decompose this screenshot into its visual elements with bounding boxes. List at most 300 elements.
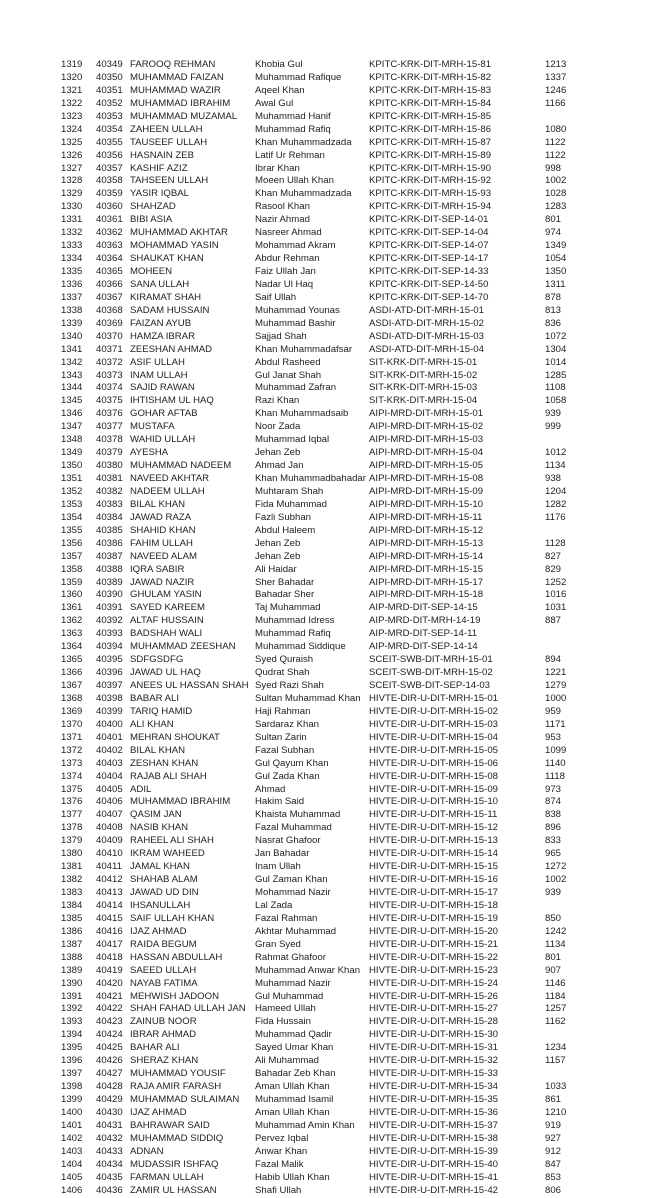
table-row (0, 1068, 668, 1081)
roll-number-cell: 40431 (96, 1119, 123, 1131)
marks-cell: 1221 (545, 667, 567, 679)
roll-number-cell: 40417 (96, 938, 123, 950)
table-row (0, 382, 668, 395)
registration-code-cell: SIT-KRK-DIT-MRH-15-04 (369, 395, 478, 407)
table-row (0, 1055, 668, 1068)
student-name-cell: SHAH FAHAD ULLAH JAN (130, 1003, 246, 1015)
roll-number-cell: 40382 (96, 485, 123, 497)
roll-number-cell: 40373 (96, 369, 123, 381)
student-name-cell: JAMAL KHAN (130, 861, 190, 873)
father-name-cell: Muhammad Rafiq (255, 628, 331, 640)
student-name-cell: MUHAMMAD ZEESHAN (130, 641, 236, 653)
student-name-cell: YASIR IQBAL (130, 188, 190, 200)
serial-number-cell: 1395 (61, 1042, 83, 1054)
student-name-cell: MEHRAN SHOUKAT (130, 731, 220, 743)
registration-code-cell: AIPI-MRD-DIT-MRH-15-12 (369, 524, 484, 536)
serial-number-cell: 1398 (61, 1081, 83, 1093)
marks-cell: 1031 (545, 602, 567, 614)
marks-cell: 850 (545, 912, 562, 924)
father-name-cell: Jehan Zeb (255, 447, 301, 459)
father-name-cell: Khobia Gul (255, 59, 303, 70)
father-name-cell: Jehan Zeb (255, 537, 301, 549)
table-row (0, 965, 668, 978)
registration-code-cell: AIPI-MRD-DIT-MRH-15-03 (369, 434, 484, 446)
student-name-cell: SHAUKAT KHAN (130, 253, 204, 265)
serial-number-cell: 1346 (61, 408, 83, 420)
father-name-cell: Sajjad Shah (255, 330, 307, 342)
roll-number-cell: 40411 (96, 861, 122, 873)
serial-number-cell: 1325 (61, 136, 83, 148)
roll-number-cell: 40352 (96, 97, 123, 109)
roll-number-cell: 40402 (96, 744, 123, 756)
roll-number-cell: 40379 (96, 447, 123, 459)
roll-number-cell: 40356 (96, 149, 123, 161)
marks-cell: 833 (545, 835, 562, 847)
student-name-cell: RAIDA BEGUM (130, 938, 197, 950)
student-name-cell: ZESHAN KHAN (130, 757, 199, 769)
table-row (0, 861, 668, 874)
serial-number-cell: 1376 (61, 796, 83, 808)
student-name-cell: MOHEEN (130, 266, 173, 277)
marks-cell: 1134 (545, 460, 566, 472)
marks-cell: 1285 (545, 369, 567, 381)
father-name-cell: Nadar Ul Haq (255, 278, 314, 290)
student-name-cell: MEHWISH JADOON (130, 990, 220, 1002)
registration-code-cell: HIVTE-DIR-U-DIT-MRH-15-24 (369, 977, 498, 989)
serial-number-cell: 1347 (61, 421, 83, 433)
student-name-cell: MUHAMMAD MUZAMAL (130, 110, 238, 122)
father-name-cell: Muhammad Anwar Khan (255, 964, 361, 976)
registration-code-cell: HIVTE-DIR-U-DIT-MRH-15-37 (369, 1119, 498, 1131)
registration-code-cell: HIVTE-DIR-U-DIT-MRH-15-03 (369, 718, 498, 730)
marks-cell: 1000 (545, 692, 567, 704)
student-name-cell: MUHAMMAD SIDDIQ (130, 1132, 224, 1144)
marks-cell: 919 (545, 1119, 562, 1131)
student-name-cell: HASNAIN ZEB (130, 149, 194, 161)
student-name-cell: IBRAR AHMAD (130, 1029, 197, 1041)
serial-number-cell: 1354 (61, 511, 83, 523)
marks-cell: 1016 (545, 589, 567, 601)
roll-number-cell: 40360 (96, 201, 123, 213)
marks-cell: 1012 (545, 447, 567, 459)
father-name-cell: Muhammad Hanif (255, 110, 331, 122)
marks-cell: 861 (545, 1094, 562, 1105)
marks-cell: 1108 (545, 382, 566, 394)
serial-number-cell: 1362 (61, 615, 83, 627)
registration-code-cell: HIVTE-DIR-U-DIT-MRH-15-38 (369, 1132, 498, 1144)
father-name-cell: Nasrat Ghafoor (255, 835, 321, 847)
registration-code-cell: HIVTE-DIR-U-DIT-MRH-15-05 (369, 744, 498, 756)
registration-code-cell: KPITC-KRK-DIT-MRH-15-86 (369, 123, 492, 135)
table-row (0, 1081, 668, 1094)
serial-number-cell: 1379 (61, 835, 83, 847)
father-name-cell: Awal Gul (255, 97, 294, 109)
father-name-cell: Aqeel Khan (255, 84, 305, 96)
student-name-cell: ZEESHAN AHMAD (130, 343, 213, 355)
student-name-cell: HAMZA IBRAR (130, 330, 196, 342)
registration-code-cell: HIVTE-DIR-U-DIT-MRH-15-21 (369, 938, 498, 950)
table-row (0, 732, 668, 745)
serial-number-cell: 1344 (61, 382, 83, 394)
serial-number-cell: 1374 (61, 770, 83, 782)
marks-cell: 1283 (545, 201, 567, 213)
father-name-cell: Khan Muhammadzada (255, 136, 352, 148)
student-name-cell: INAM ULLAH (130, 369, 188, 381)
roll-number-cell: 40351 (96, 84, 123, 96)
registration-code-cell: HIVTE-DIR-U-DIT-MRH-15-41 (369, 1171, 498, 1183)
roll-number-cell: 40399 (96, 705, 123, 717)
student-name-cell: NAYAB FATIMA (130, 977, 198, 989)
father-name-cell: Gul Zada Khan (255, 770, 320, 782)
marks-cell: 1252 (545, 576, 567, 588)
father-name-cell: Abdur Rehman (255, 253, 320, 265)
roll-number-cell: 40427 (96, 1068, 123, 1080)
marks-cell: 1171 (545, 718, 566, 730)
table-row (0, 98, 668, 111)
registration-code-cell: SCEIT-SWB-DIT-SEP-14-03 (369, 680, 491, 691)
serial-number-cell: 1358 (61, 563, 83, 575)
serial-number-cell: 1392 (61, 1003, 83, 1015)
table-row (0, 978, 668, 991)
roll-number-cell: 40429 (96, 1094, 123, 1105)
father-name-cell: Gul Muhammad (255, 990, 324, 1002)
father-name-cell: Anwar Khan (255, 1145, 308, 1157)
registration-code-cell: HIVTE-DIR-U-DIT-MRH-15-12 (369, 822, 498, 834)
registration-code-cell: HIVTE-DIR-U-DIT-MRH-15-36 (369, 1106, 498, 1118)
student-name-cell: KIRAMAT SHAH (130, 291, 202, 303)
table-row (0, 784, 668, 797)
father-name-cell: Khan Muhammadafsar (255, 343, 353, 355)
marks-cell: 938 (545, 473, 562, 484)
father-name-cell: Muhammad Younas (255, 304, 340, 316)
roll-number-cell: 40381 (96, 473, 123, 484)
student-name-cell: SHAHZAD (130, 201, 176, 213)
serial-number-cell: 1328 (61, 175, 83, 187)
table-row (0, 305, 668, 318)
registration-code-cell: HIVTE-DIR-U-DIT-MRH-15-26 (369, 990, 498, 1002)
serial-number-cell: 1372 (61, 744, 83, 756)
marks-cell: 999 (545, 421, 562, 433)
table-row (0, 318, 668, 331)
roll-number-cell: 40368 (96, 304, 123, 316)
student-name-cell: RAHEEL ALI SHAH (130, 835, 214, 847)
serial-number-cell: 1384 (61, 899, 83, 911)
student-name-cell: ADNAN (130, 1145, 164, 1157)
table-row (0, 719, 668, 732)
father-name-cell: Syed Quraish (255, 654, 314, 666)
father-name-cell: Lal Zada (255, 899, 293, 911)
student-name-cell: MUHAMMAD IBRAHIM (130, 97, 231, 109)
student-name-cell: SAEED ULLAH (130, 964, 197, 976)
table-row (0, 1029, 668, 1042)
student-name-cell: BILAL KHAN (130, 744, 186, 756)
table-row (0, 900, 668, 913)
registration-code-cell: AIP-MRD-DIT-SEP-14-14 (369, 641, 478, 653)
registration-code-cell: KPITC-KRK-DIT-SEP-14-70 (369, 291, 489, 303)
serial-number-cell: 1364 (61, 641, 83, 653)
registration-code-cell: KPITC-KRK-DIT-SEP-14-07 (369, 240, 489, 252)
roll-number-cell: 40380 (96, 460, 123, 472)
serial-number-cell: 1389 (61, 964, 83, 976)
roll-number-cell: 40392 (96, 615, 123, 627)
registration-code-cell: AIPI-MRD-DIT-MRH-15-04 (369, 447, 484, 459)
serial-number-cell: 1390 (61, 977, 83, 989)
roll-number-cell: 40396 (96, 667, 123, 679)
registration-code-cell: AIP-MRD-DIT-MRH-14-19 (369, 615, 481, 627)
roll-number-cell: 40363 (96, 240, 123, 252)
registration-code-cell: KPITC-KRK-DIT-MRH-15-92 (369, 175, 492, 187)
father-name-cell: Gul Janat Shah (255, 369, 322, 381)
marks-cell: 1122 (545, 149, 566, 161)
father-name-cell: Akhtar Muhammad (255, 925, 337, 937)
student-name-cell: JAWAD UD DIN (130, 887, 199, 898)
marks-cell: 1072 (545, 330, 567, 342)
roll-number-cell: 40377 (96, 421, 123, 433)
student-name-cell: MUHAMMAD AKHTAR (130, 227, 228, 239)
father-name-cell: Khan Muhammadzada (255, 188, 352, 200)
roll-number-cell: 40422 (96, 1003, 123, 1015)
roll-number-cell: 40391 (96, 602, 123, 614)
table-row (0, 758, 668, 771)
father-name-cell: Haji Rahman (255, 705, 311, 717)
table-row (0, 499, 668, 512)
serial-number-cell: 1329 (61, 188, 83, 200)
marks-cell: 965 (545, 848, 562, 860)
registration-code-cell: KPITC-KRK-DIT-MRH-15-90 (369, 162, 492, 174)
serial-number-cell: 1402 (61, 1132, 83, 1144)
table-row (0, 654, 668, 667)
table-row (0, 124, 668, 137)
roll-number-cell: 40357 (96, 162, 123, 174)
table-row (0, 874, 668, 887)
roll-number-cell: 40418 (96, 951, 123, 963)
marks-cell: 853 (545, 1171, 562, 1183)
roll-number-cell: 40425 (96, 1042, 123, 1054)
serial-number-cell: 1334 (61, 253, 83, 265)
marks-cell: 1246 (545, 84, 567, 96)
student-name-cell: GHULAM YASIN (130, 589, 202, 601)
table-row (0, 163, 668, 176)
student-name-cell: AYESHA (130, 447, 169, 459)
roll-number-cell: 40413 (96, 887, 123, 898)
marks-cell: 1014 (545, 356, 567, 368)
marks-cell: 973 (545, 783, 562, 795)
roll-number-cell: 40375 (96, 395, 123, 407)
serial-number-cell: 1385 (61, 912, 83, 924)
table-row (0, 421, 668, 434)
student-name-cell: IQRA SABIR (130, 563, 185, 575)
marks-cell: 1162 (545, 1016, 566, 1028)
student-name-cell: KASHIF AZIZ (130, 162, 188, 174)
serial-number-cell: 1370 (61, 718, 83, 730)
registration-code-cell: KPITC-KRK-DIT-MRH-15-89 (369, 149, 492, 161)
serial-number-cell: 1351 (61, 473, 83, 484)
roll-number-cell: 40420 (96, 977, 123, 989)
table-row (0, 150, 668, 163)
student-name-cell: MOHAMMAD YASIN (130, 240, 219, 252)
father-name-cell: Abdul Rasheed (255, 356, 321, 368)
father-name-cell: Syed Razi Shah (255, 680, 324, 691)
registration-code-cell: KPITC-KRK-DIT-SEP-14-17 (369, 253, 489, 265)
student-name-cell: MUHAMMAD FAIZAN (130, 71, 224, 83)
father-name-cell: Muhammad Amin Khan (255, 1119, 355, 1131)
father-name-cell: Hameed Ullah (255, 1003, 316, 1015)
serial-number-cell: 1322 (61, 97, 83, 109)
table-row (0, 266, 668, 279)
father-name-cell: Noor Zada (255, 421, 301, 433)
father-name-cell: Sayed Umar Khan (255, 1042, 334, 1054)
roll-number-cell: 40435 (96, 1171, 123, 1183)
father-name-cell: Gul Zaman Khan (255, 874, 328, 886)
student-name-cell: ZAMIR UL HASSAN (130, 1184, 217, 1196)
marks-cell: 1350 (545, 266, 567, 277)
table-row (0, 706, 668, 719)
father-name-cell: Rahmat Ghafoor (255, 951, 326, 963)
table-row (0, 602, 668, 615)
student-name-cell: SAYED KAREEM (130, 602, 205, 614)
serial-number-cell: 1356 (61, 537, 83, 549)
student-name-cell: MUHAMMAD YOUSIF (130, 1068, 226, 1080)
serial-number-cell: 1359 (61, 576, 83, 588)
table-row (0, 240, 668, 253)
table-row (0, 1172, 668, 1185)
registration-code-cell: AIPI-MRD-DIT-MRH-15-13 (369, 537, 484, 549)
marks-cell: 1099 (545, 744, 567, 756)
serial-number-cell: 1350 (61, 460, 83, 472)
roll-number-cell: 40428 (96, 1081, 123, 1093)
serial-number-cell: 1352 (61, 485, 83, 497)
table-row (0, 1185, 668, 1198)
student-name-cell: RAJAB ALI SHAH (130, 770, 207, 782)
student-name-cell: IHSANULLAH (130, 899, 191, 911)
student-name-cell: SDFGSDFG (130, 654, 184, 666)
registration-code-cell: HIVTE-DIR-U-DIT-MRH-15-08 (369, 770, 498, 782)
marks-cell: 1128 (545, 537, 566, 549)
student-name-cell: MUHAMMAD IBRAHIM (130, 796, 231, 808)
student-name-cell: GOHAR AFTAB (130, 408, 198, 420)
table-row (0, 279, 668, 292)
father-name-cell: Aman Ullah Khan (255, 1106, 330, 1118)
table-row (0, 111, 668, 124)
table-row (0, 991, 668, 1004)
father-name-cell: Muhammad Bashir (255, 317, 336, 329)
roll-number-cell: 40421 (96, 990, 123, 1002)
marks-cell: 1058 (545, 395, 567, 407)
roll-number-cell: 40397 (96, 680, 123, 691)
registration-code-cell: ASDI-ATD-DIT-MRH-15-01 (369, 304, 484, 316)
roll-number-cell: 40432 (96, 1132, 123, 1144)
registration-code-cell: AIPI-MRD-DIT-MRH-15-05 (369, 460, 484, 472)
student-name-cell: TAUSEEF ULLAH (130, 136, 208, 148)
serial-number-cell: 1380 (61, 848, 83, 860)
student-name-cell: NADEEM ULLAH (130, 485, 205, 497)
roll-number-cell: 40367 (96, 291, 123, 303)
roll-number-cell: 40394 (96, 641, 123, 653)
student-name-cell: JAWAD RAZA (130, 511, 192, 523)
table-row (0, 887, 668, 900)
serial-number-cell: 1378 (61, 822, 83, 834)
registration-code-cell: HIVTE-DIR-U-DIT-MRH-15-34 (369, 1081, 498, 1093)
registration-code-cell: HIVTE-DIR-U-DIT-MRH-15-20 (369, 925, 498, 937)
father-name-cell: Moeen Ullah Khan (255, 175, 334, 187)
table-row (0, 512, 668, 525)
marks-cell: 1204 (545, 485, 567, 497)
registration-code-cell: KPITC-KRK-DIT-SEP-14-01 (369, 214, 489, 226)
registration-code-cell: HIVTE-DIR-U-DIT-MRH-15-14 (369, 848, 498, 860)
student-name-cell: JAWAD NAZIR (130, 576, 195, 588)
registration-code-cell: HIVTE-DIR-U-DIT-MRH-15-30 (369, 1029, 498, 1041)
father-name-cell: Faiz Ullah Jan (255, 266, 316, 277)
marks-cell: 998 (545, 162, 562, 174)
student-name-cell: MUDASSIR ISHFAQ (130, 1158, 219, 1170)
serial-number-cell: 1335 (61, 266, 83, 277)
marks-cell: 801 (545, 214, 562, 226)
student-name-cell: TAHSEEN ULLAH (130, 175, 209, 187)
table-row (0, 1003, 668, 1016)
table-row (0, 253, 668, 266)
marks-cell: 1210 (545, 1106, 567, 1118)
father-name-cell: Ahmad Jan (255, 460, 304, 472)
registration-code-cell: HIVTE-DIR-U-DIT-MRH-15-33 (369, 1068, 498, 1080)
table-row (0, 473, 668, 486)
father-name-cell: Sardaraz Khan (255, 718, 319, 730)
roll-number-cell: 40414 (96, 899, 123, 911)
registration-code-cell: AIPI-MRD-DIT-MRH-15-15 (369, 563, 484, 575)
serial-number-cell: 1404 (61, 1158, 83, 1170)
serial-number-cell: 1381 (61, 861, 83, 873)
roll-number-cell: 40364 (96, 253, 123, 265)
table-row (0, 641, 668, 654)
result-table (0, 59, 668, 1198)
father-name-cell: Fazal Malik (255, 1158, 304, 1170)
roll-number-cell: 40365 (96, 266, 123, 277)
marks-cell: 1311 (545, 278, 566, 290)
serial-number-cell: 1405 (61, 1171, 83, 1183)
table-row (0, 589, 668, 602)
serial-number-cell: 1391 (61, 990, 83, 1002)
roll-number-cell: 40408 (96, 822, 123, 834)
serial-number-cell: 1387 (61, 938, 83, 950)
registration-code-cell: HIVTE-DIR-U-DIT-MRH-15-23 (369, 964, 498, 976)
table-row (0, 615, 668, 628)
registration-code-cell: KPITC-KRK-DIT-MRH-15-85 (369, 110, 492, 122)
registration-code-cell: AIPI-MRD-DIT-MRH-15-02 (369, 421, 484, 433)
table-row (0, 939, 668, 952)
father-name-cell: Hakim Said (255, 796, 305, 808)
table-row (0, 693, 668, 706)
marks-cell: 813 (545, 304, 562, 316)
roll-number-cell: 40374 (96, 382, 123, 394)
student-name-cell: SHAHID KHAN (130, 524, 196, 536)
father-name-cell: Nazir Ahmad (255, 214, 310, 226)
serial-number-cell: 1343 (61, 369, 83, 381)
student-name-cell: FAIZAN AYUB (130, 317, 192, 329)
father-name-cell: Muhammad Nazir (255, 977, 331, 989)
serial-number-cell: 1382 (61, 874, 83, 886)
registration-code-cell: SCEIT-SWB-DIT-MRH-15-02 (369, 667, 493, 679)
student-name-cell: ZAHEEN ULLAH (130, 123, 203, 135)
student-name-cell: NAVEED AKHTAR (130, 473, 210, 484)
roll-number-cell: 40371 (96, 343, 123, 355)
student-name-cell: FARMAN ULLAH (130, 1171, 204, 1183)
roll-number-cell: 40403 (96, 757, 123, 769)
roll-number-cell: 40385 (96, 524, 123, 536)
table-row (0, 1120, 668, 1133)
father-name-cell: Shafi Ullah (255, 1184, 302, 1196)
marks-cell: 806 (545, 1184, 562, 1196)
student-name-cell: IKRAM WAHEED (130, 848, 205, 860)
marks-cell: 959 (545, 705, 562, 717)
